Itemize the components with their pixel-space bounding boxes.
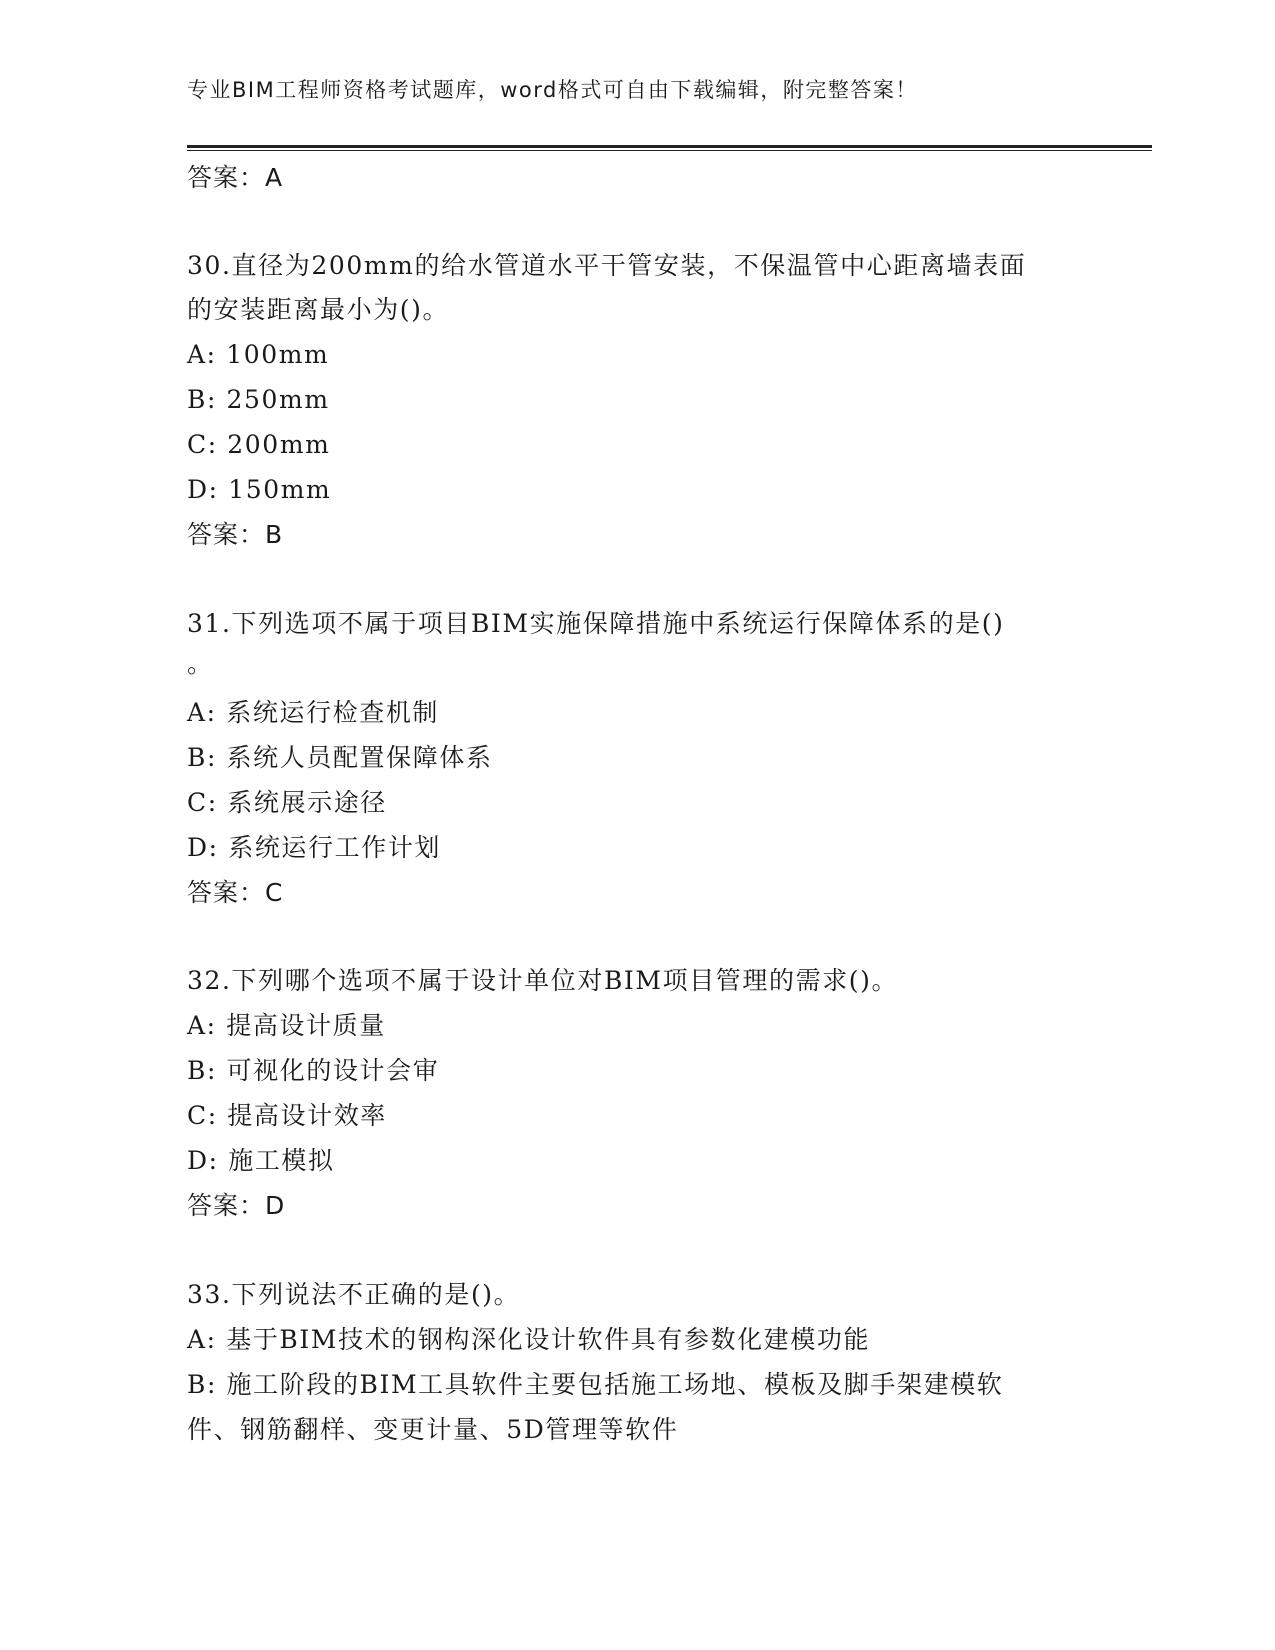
question-30-option-d: D: 150mm: [187, 475, 332, 504]
question-33-line-1: 33.下列说法不正确的是()。: [187, 1280, 521, 1309]
answer-29: 答案：A: [187, 163, 284, 192]
question-32-option-d: D: 施工模拟: [187, 1146, 335, 1175]
header-rule-thin: [187, 150, 1152, 151]
question-32-option-c: C: 提高设计效率: [187, 1101, 387, 1130]
question-31-option-a: A: 系统运行检查机制: [187, 698, 440, 727]
question-32-line-1: 32.下列哪个选项不属于设计单位对BIM项目管理的需求()。: [187, 966, 899, 995]
answer-30: 答案：B: [187, 520, 284, 549]
answer-32: 答案：D: [187, 1191, 286, 1220]
question-30-option-a: A: 100mm: [187, 340, 330, 369]
question-31-option-c: C: 系统展示途径: [187, 788, 387, 817]
question-31-option-b: B: 系统人员配置保障体系: [187, 743, 493, 772]
question-30-line-2: 的安装距离最小为()。: [187, 295, 450, 324]
page-header: 专业BIM工程师资格考试题库，word格式可自由下载编辑，附完整答案！: [187, 78, 918, 102]
answer-31: 答案：C: [187, 878, 284, 907]
question-31-option-d: D: 系统运行工作计划: [187, 833, 442, 862]
question-32-option-a: A: 提高设计质量: [187, 1011, 386, 1040]
question-30-option-b: B: 250mm: [187, 385, 330, 414]
question-31-line-1: 31.下列选项不属于项目BIM实施保障措施中系统运行保障体系的是(): [187, 609, 1005, 638]
question-30-line-1: 30.直径为200mm的给水管道水平干管安装，不保温管中心距离墙表面: [187, 251, 1027, 280]
question-31-line-2: 。: [187, 649, 214, 678]
question-33-option-b-line-1: B: 施工阶段的BIM工具软件主要包括施工场地、模板及脚手架建模软: [187, 1370, 1004, 1399]
question-32-option-b: B: 可视化的设计会审: [187, 1056, 440, 1085]
question-33-option-b-line-2: 件、钢筋翻样、变更计量、5D管理等软件: [187, 1415, 679, 1444]
question-33-option-a: A: 基于BIM技术的钢构深化设计软件具有参数化建模功能: [187, 1325, 871, 1354]
header-rule-thick: [187, 145, 1152, 148]
question-30-option-c: C: 200mm: [187, 430, 331, 459]
